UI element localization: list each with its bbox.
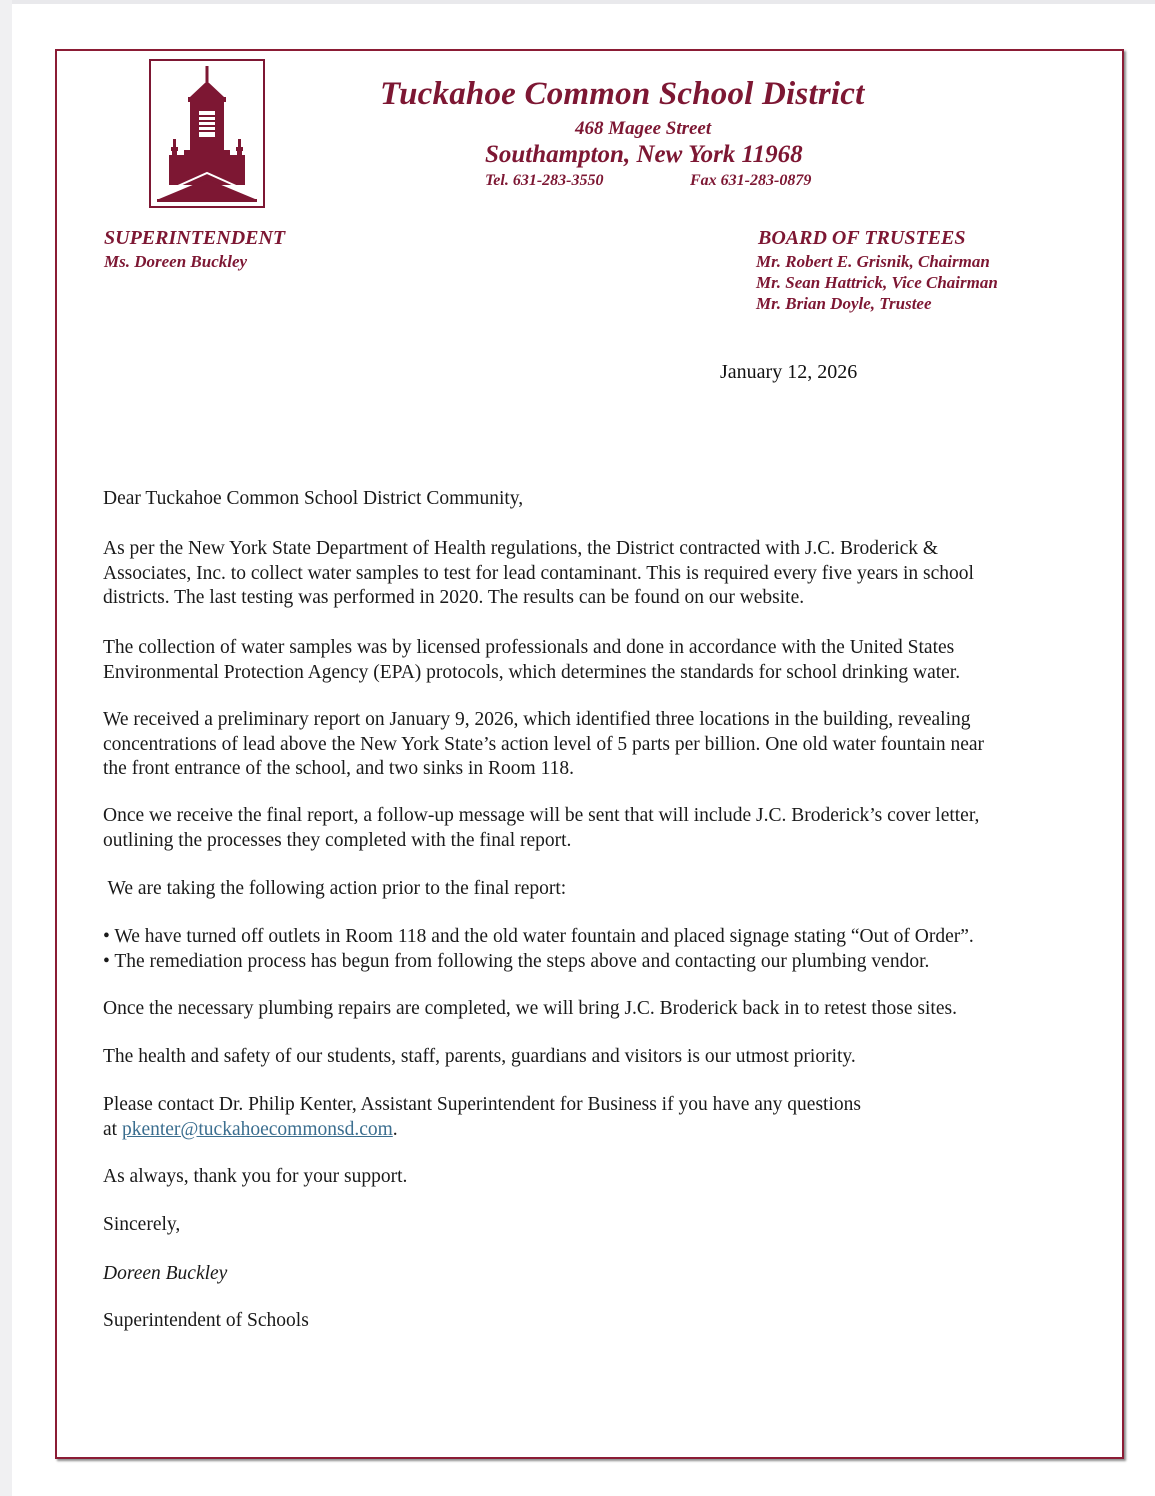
paragraph-contact: [103, 1093, 1063, 1142]
board-member: Mr. Sean Hattrick, Vice Chairman: [756, 273, 998, 292]
closing: Sincerely,: [103, 1214, 181, 1235]
list-item: • We have turned off outlets in Room 118 and the old water fountain and placed signage stating “Out of Order”.: [103, 926, 974, 947]
school-building-logo-icon: [149, 59, 265, 208]
paragraph-actions-intro: We are taking the following action prior to the final report:: [103, 878, 567, 899]
paragraph-line: concentrations of lead above the New York State’s action level of 5 parts per billion. One old water fountain near: [103, 733, 985, 755]
board-member: Mr. Brian Doyle, Trustee: [756, 294, 932, 313]
paragraph-line: We received a preliminary report on January 9, 2026, which identified three locations in the building, revealing: [103, 709, 971, 730]
district-name: Tuckahoe Common School District: [380, 76, 865, 112]
paragraph-line: As per the New York State Department of Health regulations, the District contracted with J.C. Broderick &: [103, 538, 939, 559]
salutation: Dear Tuckahoe Common School District Community,: [103, 488, 524, 509]
district-fax: Fax 631-283-0879: [690, 172, 812, 189]
superintendent-name: Ms. Doreen Buckley: [104, 252, 248, 271]
screen-left-edge: [0, 0, 12, 1496]
district-phone: Tel. 631-283-3550: [485, 172, 604, 189]
paragraph-line: [103, 1118, 1063, 1143]
contact-suffix: .: [392, 1118, 398, 1140]
superintendent-heading: SUPERINTENDENT: [104, 227, 286, 249]
paragraph-collection: [103, 636, 1063, 685]
paragraph-line: The collection of water samples was by licensed professionals and done in accordance with the United States: [103, 637, 955, 658]
paragraph-preliminary-report: [103, 708, 1063, 782]
paragraph-testing: [103, 537, 1063, 611]
letter-date: January 12, 2026: [720, 361, 858, 383]
signature: Doreen Buckley: [103, 1263, 228, 1284]
list-item: • The remediation process has begun from following the steps above and contacting our plumbing vendor.: [103, 950, 930, 972]
action-bullet-list: [103, 925, 1063, 974]
district-street: 468 Magee Street: [575, 118, 712, 139]
paragraph-line: Environmental Protection Agency (EPA) protocols, which determines the standards for school drinking water.: [103, 661, 961, 683]
signer-title: Superintendent of Schools: [103, 1310, 309, 1331]
paragraph-line: the front entrance of the school, and two sinks in Room 118.: [103, 758, 574, 779]
paragraph-safety: The health and safety of our students, staff, parents, guardians and visitors is our utmost priority.: [103, 1046, 856, 1067]
board-member: Mr. Robert E. Grisnik, Chairman: [756, 252, 990, 271]
paragraph-final-report: [103, 804, 1063, 853]
district-city: Southampton, New York 11968: [485, 141, 803, 168]
screen-top-edge: [0, 0, 1155, 4]
paragraph-line: districts. The last testing was performed in 2020. The results can be found on our website.: [103, 587, 805, 608]
board-heading: BOARD OF TRUSTEES: [758, 227, 966, 249]
paragraph-line: outlining the processes they completed with the final report.: [103, 829, 572, 851]
paragraph-line: Once we receive the final report, a follow-up message will be sent that will include J.C. Broderick’s cover letter,: [103, 805, 980, 826]
contact-email-link[interactable]: pkenter@tuckahoecommonsd.com: [121, 1118, 393, 1140]
paragraph-line: Please contact Dr. Philip Kenter, Assistant Superintendent for Business if you have any questions: [103, 1094, 861, 1115]
paragraph-repairs: Once the necessary plumbing repairs are completed, we will bring J.C. Broderick back in to retest those sites.: [103, 998, 957, 1019]
thanks-line: As always, thank you for your support.: [103, 1166, 408, 1187]
board-members: [756, 251, 998, 314]
paragraph-line: Associates, Inc. to collect water samples to test for lead contaminant. This is required every five years in school: [103, 562, 974, 584]
contact-prefix: at: [103, 1118, 122, 1140]
